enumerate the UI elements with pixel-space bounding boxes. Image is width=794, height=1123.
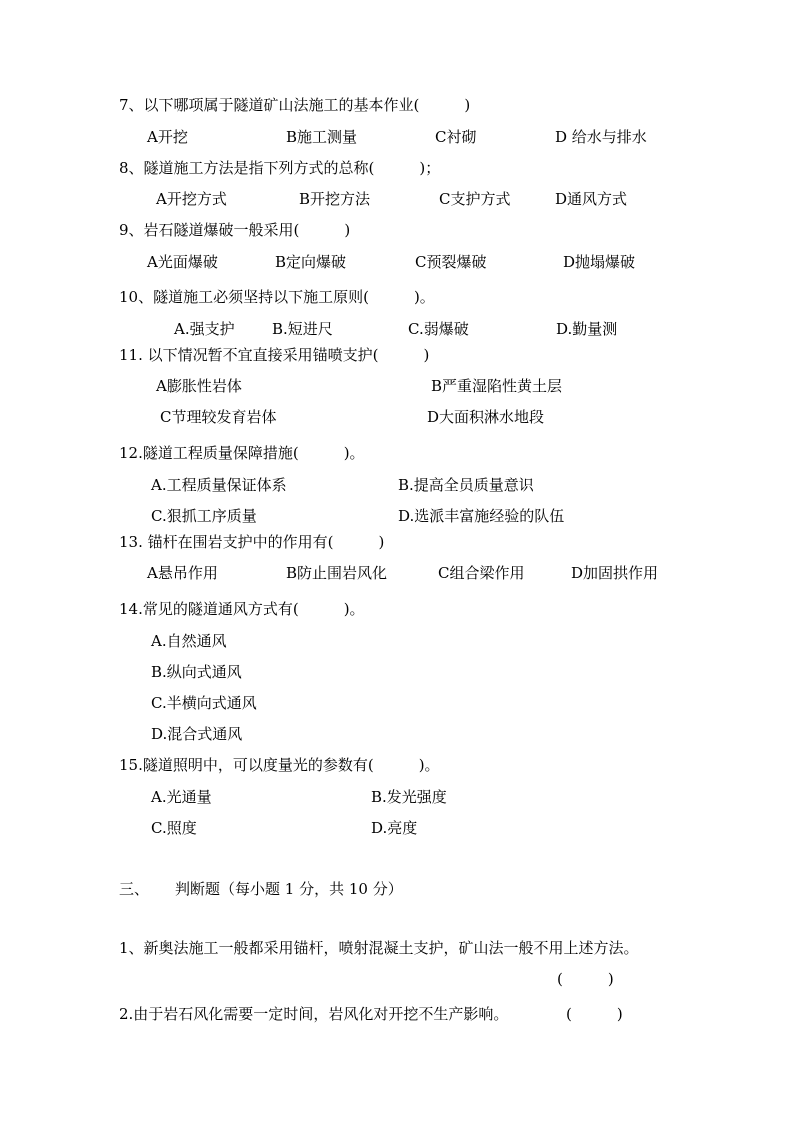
section-3-title: 判断题（每小题 1 分，共 10 分）: [175, 880, 403, 898]
question-10-option-d: D.勤量测: [556, 320, 618, 338]
judgment-1-text: 1、新奥法施工一般都采用锚杆，喷射混凝土支护，矿山法一般不用上述方法。: [119, 939, 639, 957]
question-8-option-b: B开挖方法: [299, 190, 371, 208]
question-13-stem: 13. 锚杆在围岩支护中的作用有( ): [119, 533, 385, 551]
question-15-option-d: D.亮度: [371, 819, 418, 837]
question-8-option-a: A开挖方式: [156, 190, 227, 208]
question-15-option-a: A.光通量: [151, 788, 212, 806]
question-15-option-c: C.照度: [151, 819, 197, 837]
question-12-option-b: B.提高全员质量意识: [398, 476, 534, 494]
question-14-option-c: C.半横向式通风: [151, 694, 257, 712]
question-12-option-a: A.工程质量保证体系: [151, 476, 287, 494]
question-13-option-a: A悬吊作用: [147, 564, 218, 582]
question-9-option-a: A光面爆破: [147, 253, 218, 271]
question-10-option-c: C.弱爆破: [408, 320, 469, 338]
question-8-stem: 8、隧道施工方法是指下列方式的总称( )；: [119, 159, 441, 177]
judgment-1-answer-blank: ( ): [557, 970, 614, 988]
question-11-option-c: C节理较发育岩体: [160, 408, 277, 426]
question-9-option-d: D抛塌爆破: [563, 253, 636, 271]
question-13-option-b: B防止围岩风化: [286, 564, 388, 582]
question-10-option-a: A.强支护: [174, 320, 235, 338]
question-11-stem: 11. 以下情况暂不宜直接采用锚喷支护( ): [119, 346, 430, 364]
question-12-stem: 12.隧道工程质量保障措施( )。: [119, 444, 365, 462]
judgment-2-answer-blank: ( ): [566, 1005, 623, 1023]
question-14-stem: 14.常见的隧道通风方式有( )。: [119, 600, 365, 618]
question-14-option-b: B.纵向式通风: [151, 663, 242, 681]
question-9-option-b: B定向爆破: [275, 253, 347, 271]
question-7-option-d: D 给水与排水: [555, 128, 647, 146]
question-11-option-d: D大面积淋水地段: [427, 408, 545, 426]
question-12-option-c: C.狠抓工序质量: [151, 507, 257, 525]
question-13-option-c: C组合梁作用: [438, 564, 525, 582]
question-15-option-b: B.发光强度: [371, 788, 447, 806]
judgment-2-text: 2.由于岩石风化需要一定时间，岩风化对开挖不生产影响。: [119, 1005, 509, 1023]
question-14-option-d: D.混合式通风: [151, 725, 243, 743]
question-7-stem: 7、以下哪项属于隧道矿山法施工的基本作业( ): [119, 96, 471, 114]
question-8-option-c: C支护方式: [439, 190, 511, 208]
question-8-option-d: D通风方式: [555, 190, 628, 208]
question-7-option-c: C衬砌: [435, 128, 477, 146]
question-9-option-c: C预裂爆破: [415, 253, 487, 271]
question-10-option-b: B.短进尺: [272, 320, 333, 338]
question-15-stem: 15.隧道照明中，可以度量光的参数有( )。: [119, 756, 440, 774]
question-14-option-a: A.自然通风: [151, 632, 227, 650]
question-13-option-d: D加固拱作用: [571, 564, 659, 582]
question-11-option-a: A膨胀性岩体: [156, 377, 242, 395]
question-7-option-b: B施工测量: [286, 128, 358, 146]
section-3-number: 三、: [119, 880, 150, 898]
question-9-stem: 9、岩石隧道爆破一般采用( ): [119, 221, 351, 239]
question-7-option-a: A开挖: [147, 128, 188, 146]
question-11-option-b: B严重湿陷性黄土层: [431, 377, 563, 395]
question-12-option-d: D.选派丰富施经验的队伍: [398, 507, 565, 525]
question-10-stem: 10、隧道施工必须坚持以下施工原则( )。: [119, 288, 435, 306]
